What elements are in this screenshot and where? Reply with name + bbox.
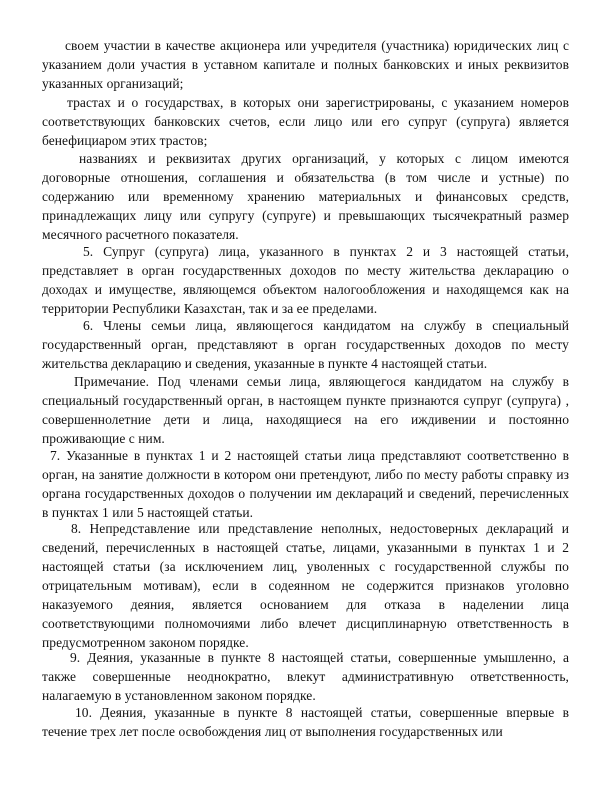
paragraph-item-10: 10. Деяния, указанные в пункте 8 настоящей статьи, совершенные впервые в течение трех лет после освобождения лиц от выполнения государственных или [42, 705, 569, 739]
paragraph-item-9: 9. Деяния, указанные в пункте 8 настоящей статьи, совершенные умышленно, а также совершенные неоднократно, влекут административную ответственность, налагаемую в установленном законом порядке. [42, 650, 569, 703]
paragraph-shareholder-participation: своем участии в качестве акционера или учредителя (участника) юридических лиц с указанием доли участия в уставном капитале и полных банковских и иных реквизитов указанных организаций; [42, 38, 569, 91]
paragraph-item-8: 8. Непредставление или представление неполных, недостоверных деклараций и сведений, перечисленных в настоящей статье, лицами, указанными в пунктах 1 и 2 настоящей статьи (за исключением лиц, уволенных с государственной службы по отрицательным мотивам), если в содеянном не содержится признаков уголовно наказуемого деяния, является основанием для отказа в наделении лица соответствующими полномочиями либо влечет дисциплинарную ответственность в предусмотренном законом порядке. [42, 521, 569, 650]
paragraph-item-6: 6. Члены семьи лица, являющегося кандидатом на службу в специальный государственный орган, представляют в орган государственных доходов по месту жительства декларацию и сведения, указанные в пункте 4 настоящей статьи. [42, 318, 569, 371]
paragraph-item-5: 5. Супруг (супруга) лица, указанного в пунктах 2 и 3 настоящей статьи, представляет в орган государственных доходов по месту жительства декларацию о доходах и имуществе, являющемся объектом налогообложения и находящемся как на территории Республики Казахстан, так и за ее пределами. [42, 244, 569, 316]
paragraph-trusts: трастах и о государствах, в которых они зарегистрированы, с указанием номеров соответствующих банковских счетов, если лицо или его супруг (супруга) является бенефициаром этих трастов; [42, 95, 569, 148]
paragraph-other-organizations: названиях и реквизитах других организаций, у которых с лицом имеются договорные отношения, соглашения и обязательства (в том числе и устные) по содержанию или временному хранению материальных и финансовых средств, принадлежащих лицу или супругу (супруге) и превышающих тысячекратный размер месячного расчетного показателя. [42, 151, 569, 242]
paragraph-item-7: 7. Указанные в пунктах 1 и 2 настоящей статьи лица представляют соответственно в орган, на занятие должности в котором они претендуют, либо по месту работы справку из органа государственных доходов о получении им деклараций и сведений, перечисленных в пунктах 1 или 5 настоящей статьи. [42, 448, 569, 520]
paragraph-note: Примечание. Под членами семьи лица, являющегося кандидатом на службу в специальный государственный орган, в настоящем пункте признаются супруг (супруга) , совершеннолетние дети и лица, находящиеся на его иждивении и постоянно проживающие с ним. [42, 374, 569, 446]
